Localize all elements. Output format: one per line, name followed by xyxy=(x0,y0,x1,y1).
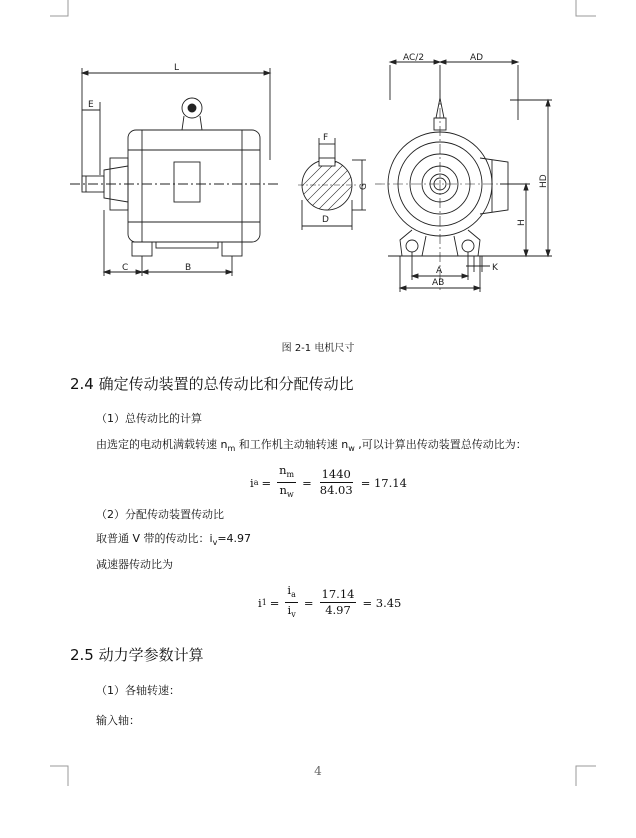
label-AC2: AC/2 xyxy=(403,53,425,63)
label-E: E xyxy=(88,100,94,110)
label-L: L xyxy=(174,63,180,73)
motor-dimension-figure xyxy=(70,40,570,335)
page-number: 4 xyxy=(314,764,322,778)
label-F: F xyxy=(323,133,329,143)
section-heading-2-4: 2.4 确定传动装置的总传动比和分配传动比 xyxy=(70,375,354,393)
crop-mark-top-left xyxy=(50,0,72,20)
label-H: H xyxy=(517,219,527,226)
input-shaft-label: 输入轴： xyxy=(96,714,140,727)
crop-mark-top-right xyxy=(572,0,596,20)
item1-title: （1）总传动比的计算 xyxy=(96,412,202,425)
motor-side-view xyxy=(70,63,280,276)
item1-text: 由选定的电动机满载转速 $n_m$ 和工作机主动轴转速 $n_w$ ,可以计算出传动装置总传动比为： xyxy=(96,438,527,453)
label-HD: HD xyxy=(539,174,549,188)
label-AB: AB xyxy=(432,278,445,288)
label-K: K xyxy=(492,263,498,273)
label-D: D xyxy=(322,215,329,225)
label-A: A xyxy=(436,266,443,276)
reducer-ratio-text: 减速器传动比为 xyxy=(96,558,173,571)
section-heading-2-5: 2.5 动力学参数计算 xyxy=(70,646,204,664)
label-B: B xyxy=(185,263,192,273)
equation-total-ratio: i a = $\frac{n_m}{n_w}$ = $\frac{1440}{84.03}$ = 17.14 xyxy=(250,463,407,499)
motor-front-view xyxy=(375,53,552,292)
label-G: G xyxy=(359,183,369,190)
item-shaft-speed-title: （1）各轴转速： xyxy=(96,684,180,697)
label-AD: AD xyxy=(470,53,484,63)
equation-reducer-ratio: i 1 = $\frac{i_a}{i_v}$ = $\frac{17.14}{4.97}$ = 3.45 xyxy=(258,583,402,619)
v-belt-ratio: 取普通 V 带的传动比：$i_v=4.97$ xyxy=(96,532,252,547)
shaft-section-view xyxy=(298,133,369,230)
item2-title: （2）分配传动装置传动比 xyxy=(96,508,224,521)
figure-caption: 图 2-1 电机尺寸 xyxy=(281,343,355,354)
label-C: C xyxy=(122,263,129,273)
